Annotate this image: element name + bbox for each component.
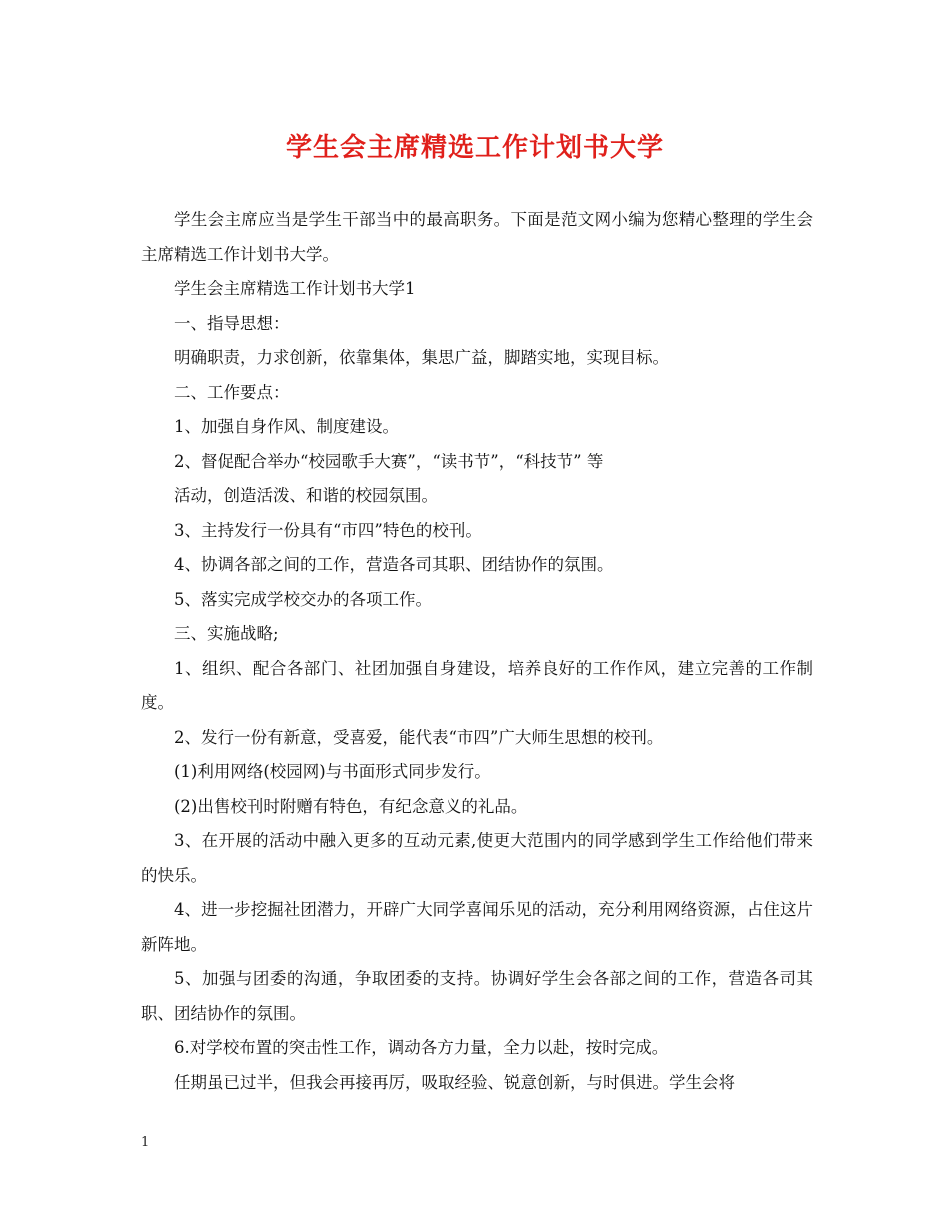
- paragraph-item: 2、发行一份有新意，受喜爱，能代表“市四”广大师生思想的校刊。: [174, 727, 664, 747]
- paragraph-closing: 任期虽已过半，但我会再接再厉，吸取经验、锐意创新，与时俱进。学生会将: [174, 1072, 735, 1092]
- paragraph-item: 5、落实完成学校交办的各项工作。: [174, 589, 432, 609]
- paragraph-section-3-heading: 三、实施战略;: [174, 624, 279, 643]
- paragraph-section-1-heading: 一、指导思想：: [174, 313, 290, 333]
- paragraph-subitem: (1)利用网络(校园网)与书面形式同步发行。: [174, 762, 491, 781]
- paragraph-item: 1、组织、配合各部门、社团加强自身建设，培养良好的工作作风，建立完善的工作制度。: [141, 658, 813, 712]
- paragraph-item-continuation: 活动，创造活泼、和谐的校园氛围。: [174, 486, 438, 505]
- paragraph-section-2-heading: 二、工作要点：: [174, 382, 290, 402]
- paragraph-item: 2、督促配合举办“校园歌手大赛”，“读书节”，“科技节” 等: [174, 451, 604, 471]
- document-title: 学生会主席精选工作计划书大学: [285, 133, 664, 163]
- paragraph-item: 4、进一步挖掘社团潜力，开辟广大同学喜闻乐见的活动，充分利用网络资源，占住这片新阵地。: [141, 900, 813, 954]
- paragraph-plan-heading: 学生会主席精选工作计划书大学1: [174, 279, 416, 298]
- paragraph-intro: 学生会主席应当是学生干部当中的最高职务。下面是范文网小编为您精心整理的学生会主席精选工作计划书大学。: [141, 210, 813, 264]
- page-number: 1: [141, 1135, 150, 1150]
- paragraph-item: 3、主持发行一份具有“市四”特色的校刊。: [174, 520, 482, 540]
- paragraph-subitem: (2)出售校刊时附赠有特色，有纪念意义的礼品。: [174, 796, 528, 816]
- paragraph-item: 4、协调各部之间的工作，营造各司其职、团结协作的氛围。: [174, 555, 614, 574]
- paragraph-section-1-text: 明确职责，力求创新，依靠集体，集思广益，脚踏实地，实现目标。: [174, 348, 669, 367]
- paragraph-item: 6.对学校布置的突击性工作，调动各方力量，全力以赴，按时完成。: [174, 1038, 669, 1057]
- document-body: [141, 203, 813, 1100]
- paragraph-item: 1、加强自身作风、制度建设。: [174, 417, 399, 436]
- paragraph-item: 3、在开展的活动中融入更多的互动元素,使更大范围内的同学感到学生工作给他们带来的快乐。: [141, 831, 813, 885]
- paragraph-item: 5、加强与团委的沟通，争取团委的支持。协调好学生会各部之间的工作，营造各司其职、团结协作的氛围。: [141, 969, 813, 1023]
